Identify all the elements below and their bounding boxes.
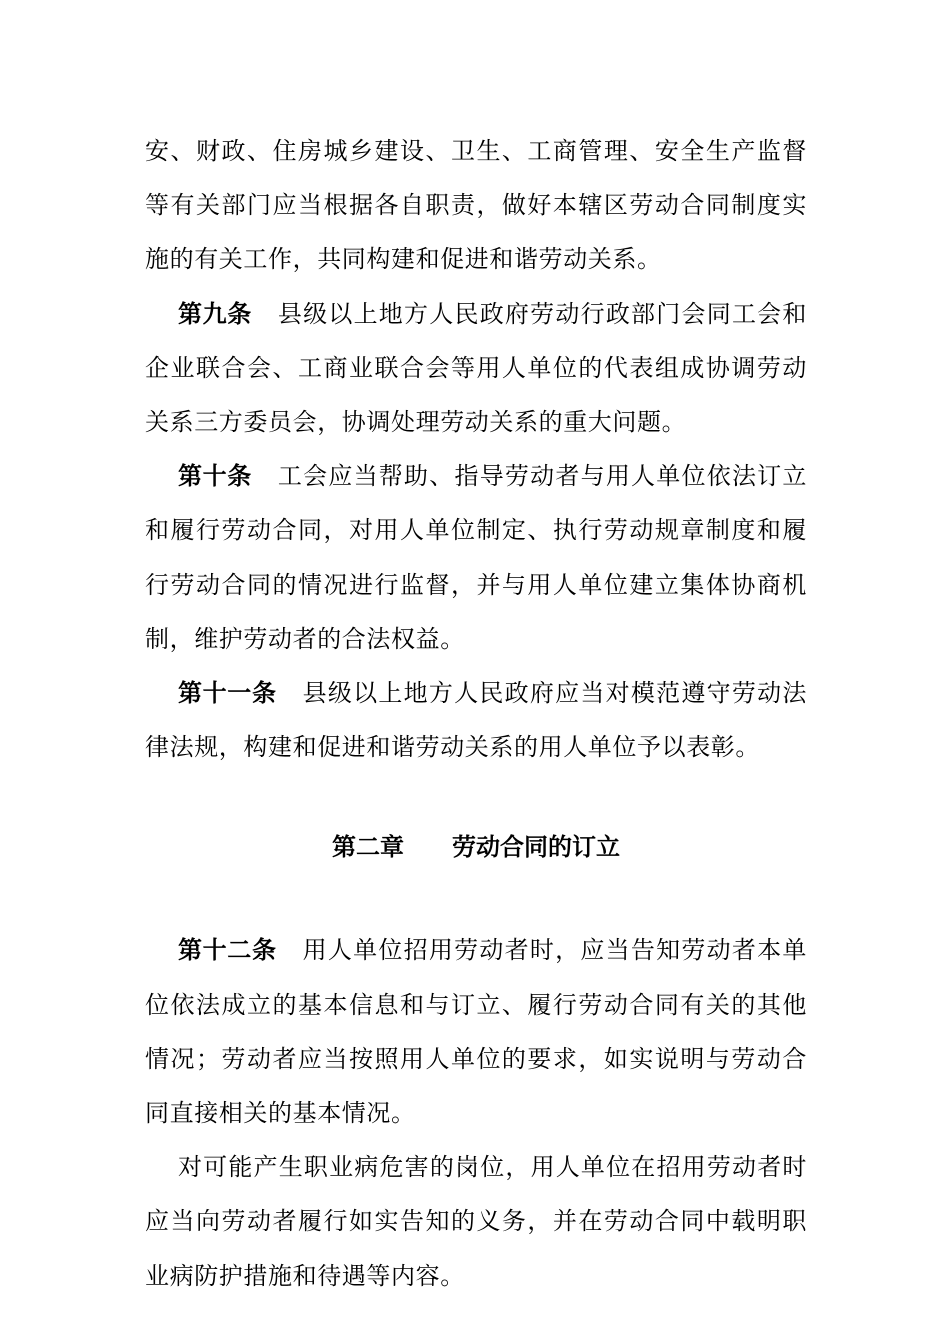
article-text: 工会应当帮助、指导劳动者与用人单位依法订立和履行劳动合同，对用人单位制定、执行劳动规章制度和履行劳动合同的情况进行监督，并与用人单位建立集体协商机制，维护劳动者的合法权益。 bbox=[145, 462, 808, 653]
article-number: 第九条 bbox=[178, 299, 252, 328]
article-number: 第十条 bbox=[178, 462, 252, 491]
article-10 bbox=[145, 449, 807, 666]
paragraph-text: 对可能产生职业病危害的岗位，用人单位在招用劳动者时应当向劳动者履行如实告知的义务，并在劳动合同中载明职业病防护措施和待遇等内容。 bbox=[145, 1153, 807, 1290]
article-text: 县级以上地方人民政府应当对模范遵守劳动法律法规，构建和促进和谐劳动关系的用人单位予以表彰。 bbox=[145, 679, 807, 762]
article-text: 县级以上地方人民政府劳动行政部门会同工会和企业联合会、工商业联合会等用人单位的代表组成协调劳动关系三方委员会，协调处理劳动关系的重大问题。 bbox=[145, 299, 808, 437]
article-number: 第十二条 bbox=[178, 936, 277, 965]
chapter-number: 第二章 bbox=[332, 833, 404, 862]
chapter-heading bbox=[145, 820, 807, 874]
article-12 bbox=[145, 923, 807, 1140]
paragraph-text: 安、财政、住房城乡建设、卫生、工商管理、安全生产监督等有关部门应当根据各自职责，做好本辖区劳动合同制度实施的有关工作，共同构建和促进和谐劳动关系。 bbox=[145, 137, 807, 274]
article-9 bbox=[145, 287, 807, 450]
article-text: 用人单位招用劳动者时，应当告知劳动者本单位依法成立的基本信息和与订立、履行劳动合同有关的其他情况；劳动者应当按照用人单位的要求，如实说明与劳动合同直接相关的基本情况。 bbox=[145, 936, 807, 1128]
paragraph-occupational-hazard bbox=[145, 1140, 807, 1303]
article-number: 第十一条 bbox=[178, 679, 277, 708]
article-11 bbox=[145, 666, 807, 774]
chapter-title: 劳动合同的订立 bbox=[452, 833, 620, 862]
document-body bbox=[145, 124, 807, 1303]
paragraph-continued bbox=[145, 124, 807, 287]
